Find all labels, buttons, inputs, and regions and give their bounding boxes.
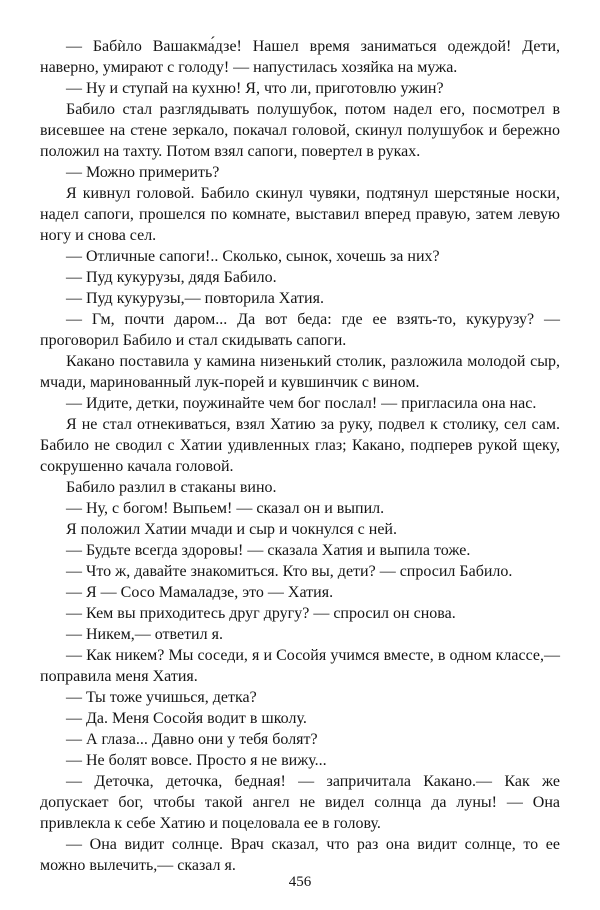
paragraph: Я положил Хатии мчади и сыр и чокнулся с ней. — [66, 521, 397, 538]
paragraph: — Да. Меня Сосойя водит в школу. — [66, 710, 307, 727]
paragraph: Я кивнул головой. Бабило скинул чувяки, подтянул шерстяные носки, надел сапоги, прошелся по комнате, выставил вперед правую, затем левую ногу и снова сел. — [40, 185, 560, 244]
paragraph: — Как никем? Мы соседи, я и Сосойя учимся вместе, в одном классе,— поправила меня Хатия. — [40, 647, 560, 685]
page-body — [40, 36, 560, 876]
paragraph: — Пуд кукурузы,— повторила Хатия. — [66, 290, 324, 307]
page-number: 456 — [288, 874, 312, 890]
paragraph: — Можно примерить? — [66, 164, 220, 181]
paragraph: — А глаза... Давно они у тебя болят? — [66, 731, 318, 748]
paragraph: Бабило разлил в стаканы вино. — [66, 479, 277, 496]
paragraph: — Отличные сапоги!.. Сколько, сынок, хочешь за них? — [66, 248, 440, 265]
paragraph: Какано поставила у камина низенький столик, разложила молодой сыр, мчади, маринованный лук-порей и кувшинчик с вином. — [40, 353, 560, 391]
paragraph: — Идите, детки, поужинайте чем бог послал! — пригласила она нас. — [66, 395, 537, 412]
paragraph: Бабило стал разглядывать полушубок, потом надел его, посмотрел в висевшее на стене зеркало, покачал головой, скинул полушубок и бережно положил на тахту. Потом взял сапоги, повертел в руках. — [40, 101, 560, 160]
paragraph: — Кем вы приходитесь друг другу? — спросил он снова. — [66, 605, 456, 622]
paragraph: — Будьте всегда здоровы! — сказала Хатия и выпила тоже. — [66, 542, 471, 559]
paragraph: — Она видит солнце. Врач сказал, что раз она видит солнце, то ее можно вылечить,— сказал я. — [40, 836, 560, 874]
paragraph: — Что ж, давайте знакомиться. Кто вы, дети? — спросил Бабило. — [66, 563, 513, 580]
paragraph: Я не стал отнекиваться, взял Хатию за руку, подвел к столику, сел сам. Бабило не сводил с Хатии удивленных глаз; Какано, подперев рукой щеку, сокрушенно качала головой. — [40, 416, 560, 475]
paragraph: — Не болят вовсе. Просто я не вижу... — [66, 752, 327, 769]
paragraph: — Никем,— ответил я. — [66, 626, 223, 643]
paragraph: — Бабѝло Вашакма́дзе! Нашел время заниматься одеждой! Дети, наверно, умирают с голоду! — напустилась хозяйка на мужа. — [40, 38, 560, 76]
paragraph: — Гм, почти даром... Да вот беда: где ее взять-то, кукурузу? — проговорил Бабило и стал скидывать сапоги. — [40, 311, 560, 349]
paragraph: — Пуд кукурузы, дядя Бабило. — [66, 269, 277, 286]
paragraph: — Деточка, деточка, бедная! — запричитала Какано.— Как же допускает бог, чтобы такой ангел не видел солнца да луны! — Она привлекла к себе Хатию и поцеловала ее в голову. — [40, 773, 560, 832]
paragraph: — Ты тоже учишься, детка? — [66, 689, 257, 706]
paragraph: — Ну и ступай на кухню! Я, что ли, приготовлю ужин? — [66, 80, 444, 97]
paragraph: — Ну, с богом! Выпьем! — сказал он и выпил. — [66, 500, 385, 517]
paragraph: — Я — Сосо Мамаладзе, это — Хатия. — [66, 584, 334, 601]
